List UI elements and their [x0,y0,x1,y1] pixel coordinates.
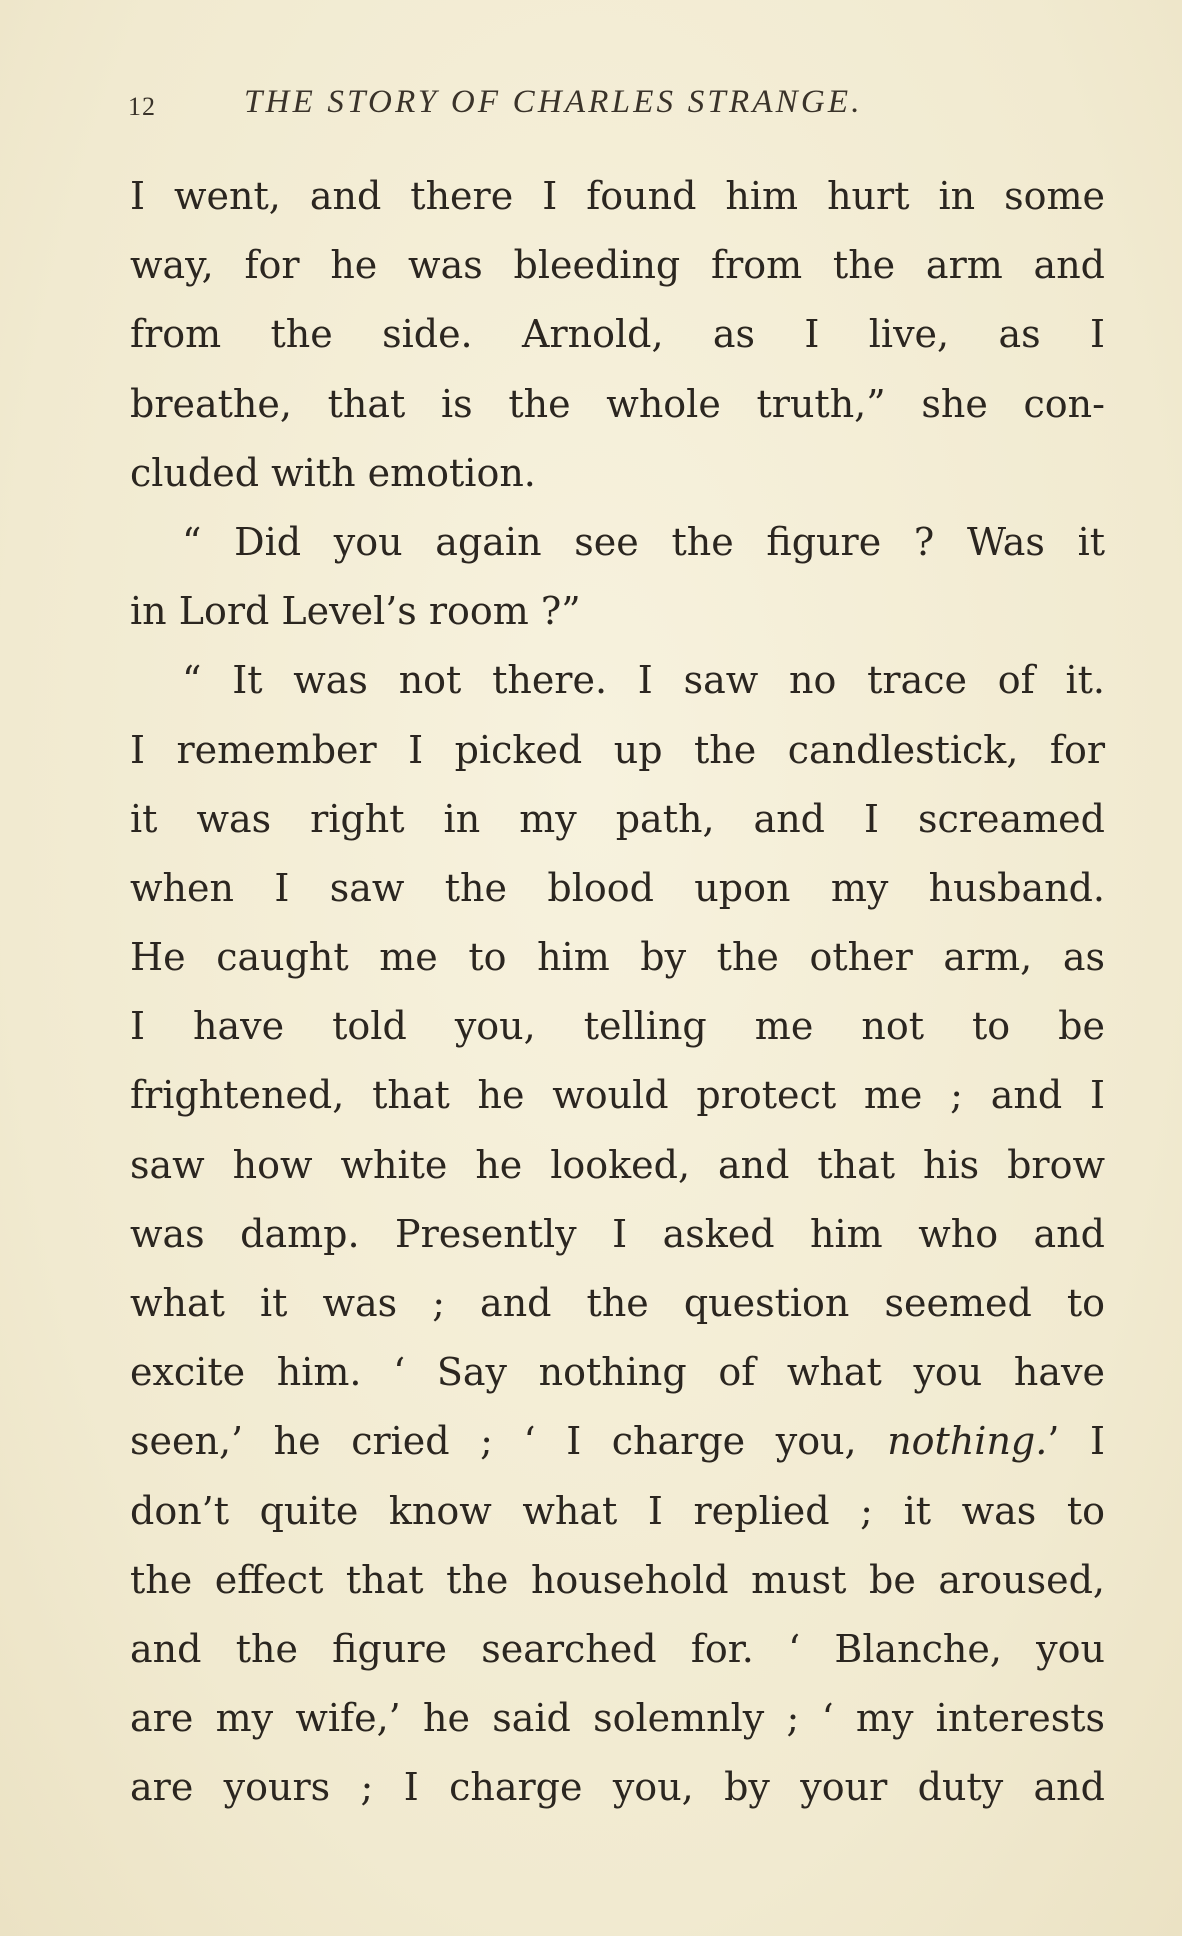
text-line: I have told you, telling me not to be [130,1004,1105,1049]
page-header [128,84,1048,134]
text-line: when I saw the blood upon my husband. [130,865,1105,910]
text-line: cluded with emotion. [130,450,536,495]
text-line: are yours ; I charge you, by your duty and [130,1765,1105,1810]
text-line: He caught me to him by the other arm, as [130,935,1105,980]
body-text [130,162,1105,1823]
text-line: excite him. ‘ Say nothing of what you have [130,1350,1105,1395]
text-line: are my wife,’ he said solemnly ; ‘ my interests [130,1696,1105,1741]
text-line: I went, and there I found him hurt in some [130,174,1105,218]
text-line: it was right in my path, and I screamed [130,796,1105,841]
text-line: what it was ; and the question seemed to [130,1281,1105,1325]
text-line-mixed [130,1407,1105,1476]
text-segment: ’ I [1047,1419,1105,1464]
text-line: in Lord Level’s room ?” [130,589,581,634]
text-line: “ It was not there. I saw no trace of it. [182,658,1105,703]
text-line: the effect that the household must be aroused, [130,1557,1105,1602]
text-line: I remember I picked up the candlestick, for [130,727,1105,772]
italic-word: nothing. [887,1419,1048,1464]
text-line: from the side. Arnold, as I live, as I [130,312,1105,357]
page-number: 12 [128,92,156,121]
text-line: don’t quite know what I replied ; it was to [130,1488,1105,1533]
text-segment: seen,’ he cried ; ‘ I charge you, [130,1419,888,1464]
text-line: saw how white he looked, and that his brow [130,1142,1105,1187]
text-line: way, for he was bleeding from the arm and [130,243,1105,288]
text-line: “ Did you again see the figure ? Was it [182,519,1105,564]
running-title: THE STORY OF CHARLES STRANGE. [244,84,863,120]
text-line: and the figure searched for. ‘ Blanche, you [130,1626,1105,1671]
text-line: was damp. Presently I asked him who and [130,1211,1105,1256]
text-line: frightened, that he would protect me ; and I [130,1073,1105,1118]
text-line: breathe, that is the whole truth,” she con- [130,381,1105,426]
